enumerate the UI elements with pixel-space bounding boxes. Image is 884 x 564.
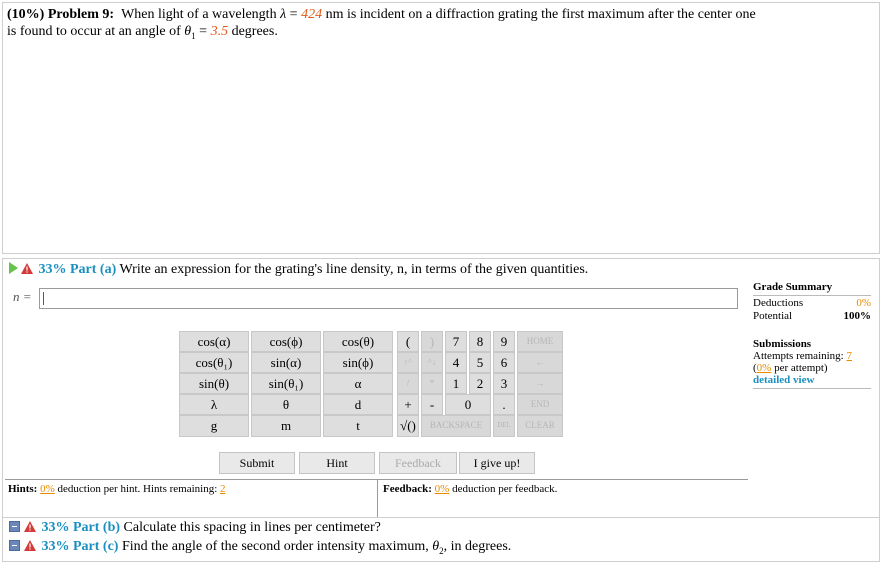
grade-divider — [753, 388, 871, 389]
part-a-label: Part (a) — [70, 262, 117, 277]
theta2-subscript: 2 — [439, 545, 444, 556]
theta-value: 3.5 — [210, 24, 229, 39]
key-cos-theta[interactable]: cos(θ) — [323, 331, 393, 352]
potential-value: 100% — [843, 310, 871, 322]
key-1[interactable]: 1 — [445, 373, 467, 394]
deductions-label: Deductions — [753, 297, 804, 309]
part-a-title[interactable] — [9, 262, 588, 278]
grade-summary-title: Grade Summary — [753, 281, 871, 296]
parts-bc-panel — [2, 518, 880, 562]
warning-icon — [24, 540, 36, 551]
deductions-value: 0% — [856, 297, 871, 309]
key-sin-alpha[interactable]: sin(α) — [251, 352, 321, 373]
part-b-title[interactable] — [9, 520, 381, 536]
key-divide[interactable]: / — [397, 373, 419, 394]
part-a-percent: 33% — [38, 262, 67, 277]
key-close-paren[interactable]: ) — [421, 331, 443, 352]
key-left-arrow[interactable]: ← — [517, 352, 563, 373]
key-0[interactable]: 0 — [445, 394, 491, 415]
part-a-text: Write an expression for the grating's line density, n, in terms of the given quantities. — [119, 262, 589, 277]
key-open-paren[interactable]: ( — [397, 331, 419, 352]
warning-icon — [24, 521, 36, 532]
collapse-icon[interactable] — [9, 540, 20, 551]
problem-text-c: is found to occur at an angle of — [7, 24, 181, 39]
lambda-symbol: λ — [280, 7, 287, 22]
key-3[interactable]: 3 — [493, 373, 515, 394]
key-plus[interactable]: + — [397, 394, 419, 415]
part-b-label: Part (b) — [73, 520, 121, 535]
part-b-text: Calculate this spacing in lines per centimeter? — [123, 520, 381, 535]
hints-box — [5, 479, 378, 517]
submissions-title: Submissions — [753, 338, 812, 350]
hints-label: Hints: — [8, 483, 38, 495]
key-2[interactable]: 2 — [469, 373, 491, 394]
problem-text-d: degrees. — [228, 24, 278, 39]
part-b-percent: 33% — [41, 520, 70, 535]
potential-label: Potential — [753, 310, 793, 322]
part-c-tail: , in degrees. — [443, 539, 512, 554]
hint-button[interactable]: Hint — [299, 452, 375, 474]
part-c-title[interactable] — [9, 539, 511, 556]
attempts-value: 7 — [846, 350, 852, 362]
feedback-text: deduction per feedback. — [452, 483, 558, 495]
key-sqrt[interactable]: √() — [397, 415, 419, 437]
part-c-percent: 33% — [41, 539, 70, 554]
key-minus[interactable]: - — [421, 394, 443, 415]
key-sin-theta1[interactable]: sin(θ₁) — [251, 373, 321, 394]
key-dot[interactable]: . — [493, 394, 515, 415]
key-cos-theta1[interactable]: cos(θ₁) — [179, 352, 249, 373]
key-g[interactable]: g — [179, 415, 249, 437]
answer-label: n = — [13, 289, 32, 304]
detailed-view-link[interactable]: detailed view — [753, 374, 815, 386]
attempts-label: Attempts remaining: — [753, 350, 844, 362]
feedback-button[interactable]: Feedback — [379, 452, 457, 474]
key-d[interactable]: d — [323, 394, 393, 415]
key-alpha[interactable]: α — [323, 373, 393, 394]
key-sin-phi[interactable]: sin(ϕ) — [323, 352, 393, 373]
play-icon[interactable] — [9, 262, 18, 274]
key-right-arrow[interactable]: → — [517, 373, 563, 394]
equals-2: = — [195, 24, 211, 39]
key-home[interactable]: HOME — [517, 331, 563, 352]
key-cos-alpha[interactable]: cos(α) — [179, 331, 249, 352]
problem-text-a: When light of a wavelength — [121, 7, 277, 22]
per-attempt-text: per attempt) — [774, 362, 828, 374]
key-backspace[interactable]: BACKSPACE — [421, 415, 491, 437]
key-clear[interactable]: CLEAR — [517, 415, 563, 437]
key-9[interactable]: 9 — [493, 331, 515, 352]
per-attempt-pct: 0% — [756, 362, 772, 374]
problem-text-b: nm is incident on a diffraction grating the first maximum after the center one — [322, 7, 756, 22]
key-down[interactable]: ^↓ — [421, 352, 443, 373]
key-8[interactable]: 8 — [469, 331, 491, 352]
part-c-label: Part (c) — [73, 539, 119, 554]
submit-button[interactable]: Submit — [219, 452, 295, 474]
open-paren: ( — [753, 362, 757, 374]
key-m[interactable]: m — [251, 415, 321, 437]
key-end[interactable]: END — [517, 394, 563, 415]
grade-summary — [753, 281, 871, 389]
collapse-icon[interactable] — [9, 521, 20, 532]
lambda-value: 424 — [301, 7, 323, 22]
give-up-button[interactable]: I give up! — [459, 452, 535, 474]
key-del[interactable]: DEL — [493, 415, 515, 437]
key-sin-theta[interactable]: sin(θ) — [179, 373, 249, 394]
equals: = — [286, 7, 302, 22]
theta2-symbol: θ — [432, 539, 440, 554]
part-c-text: Find the angle of the second order intensity maximum, — [121, 539, 429, 554]
answer-input[interactable] — [39, 288, 738, 309]
warning-icon — [21, 263, 33, 274]
key-4[interactable]: 4 — [445, 352, 467, 373]
theta-subscript: 1 — [191, 30, 196, 41]
key-7[interactable]: 7 — [445, 331, 467, 352]
key-6[interactable]: 6 — [493, 352, 515, 373]
key-lambda[interactable]: λ — [179, 394, 249, 415]
problem-percent: (10%) — [7, 7, 45, 22]
hints-text: deduction per hint. Hints remaining: — [57, 483, 218, 495]
part-a-panel — [2, 258, 880, 518]
feedback-label: Feedback: — [383, 483, 432, 495]
key-cos-phi[interactable]: cos(ϕ) — [251, 331, 321, 352]
text-caret — [43, 292, 44, 305]
key-multiply[interactable]: * — [421, 373, 443, 394]
theta-symbol: θ — [184, 24, 192, 39]
key-theta[interactable]: θ — [251, 394, 321, 415]
feedback-box — [377, 479, 748, 517]
problem-statement — [2, 2, 880, 254]
hints-pct: 0% — [40, 483, 55, 495]
problem-label: Problem 9: — [47, 7, 115, 22]
key-5[interactable]: 5 — [469, 352, 491, 373]
feedback-pct: 0% — [434, 483, 450, 495]
hints-remaining: 2 — [220, 483, 226, 495]
key-up[interactable]: ↑^ — [397, 352, 419, 373]
key-t[interactable]: t — [323, 415, 393, 437]
